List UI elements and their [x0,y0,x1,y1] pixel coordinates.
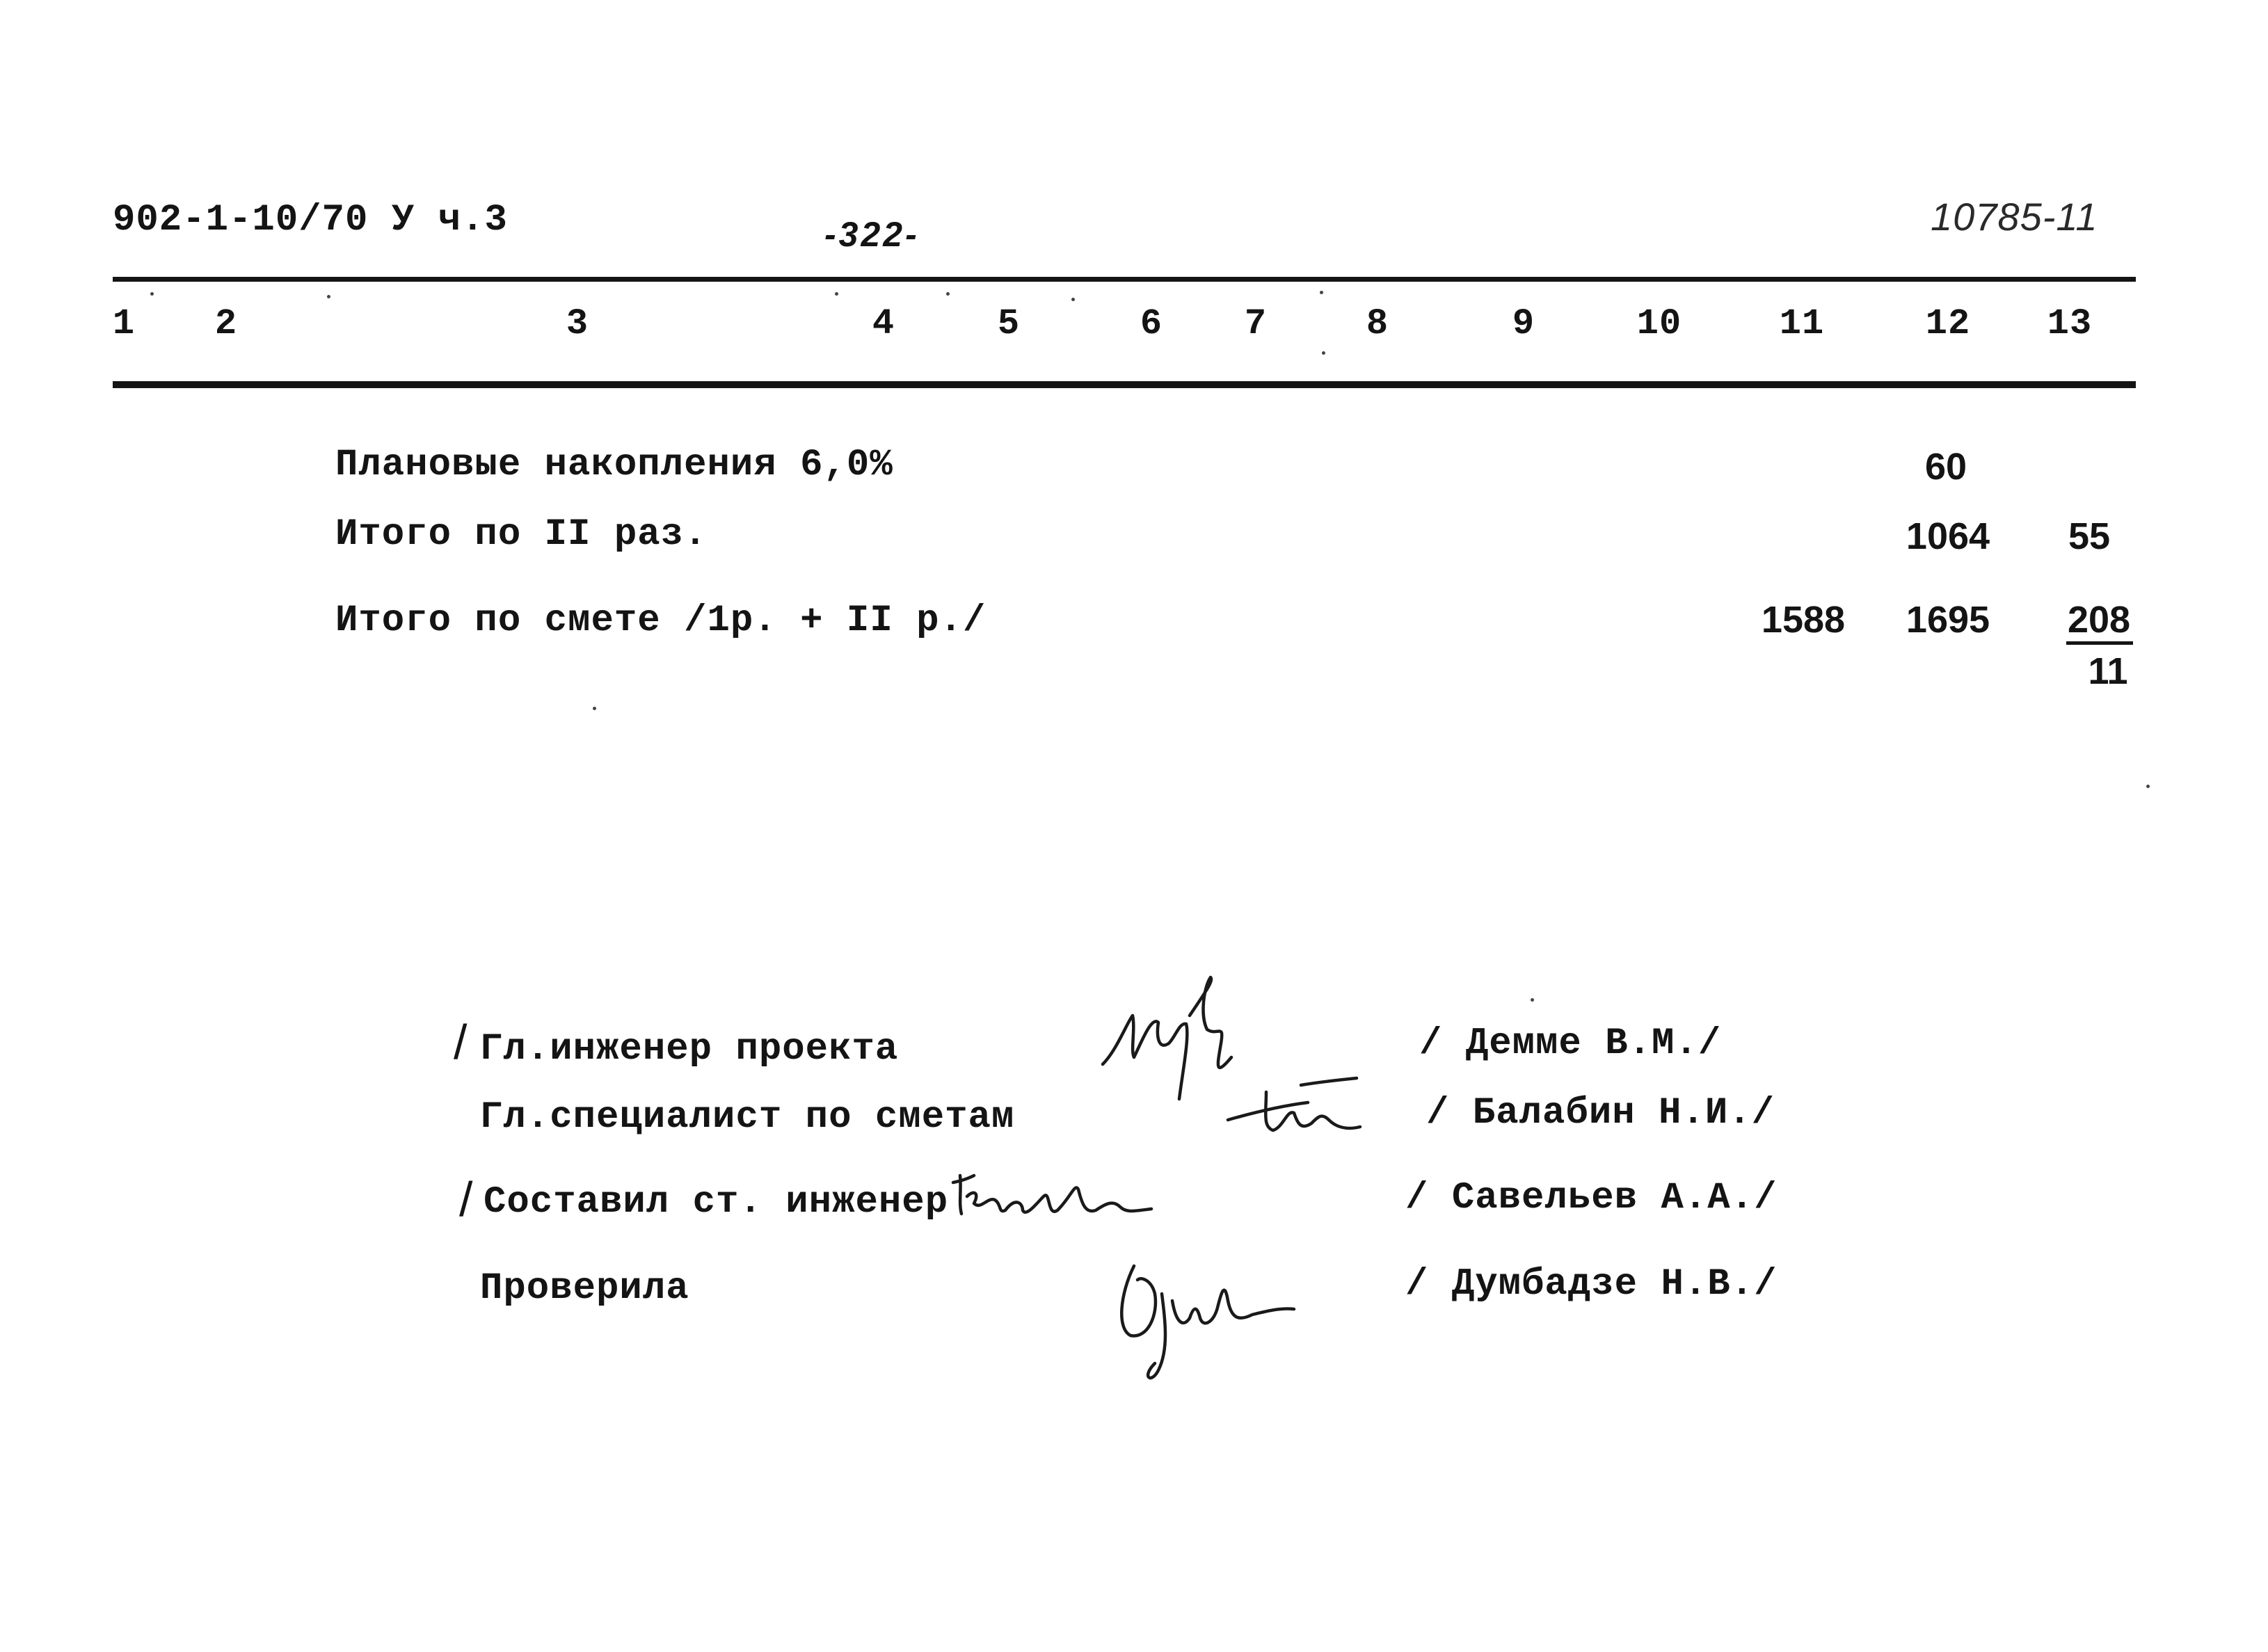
row3-col11-value: 1588 [1761,599,1846,641]
handwritten-signature-3 [946,1155,1183,1238]
row3-col12-value: 1695 [1906,599,1990,641]
row3-col13-denominator: 11 [2088,650,2128,692]
signature-name-balabin: / Балабин Н.И./ [1426,1092,1775,1134]
signature-role-checker: Проверила [480,1267,689,1310]
row2-col13-value: 55 [2068,515,2111,557]
document-code: 902-1-10/70 У ч.3 [113,199,508,241]
scan-speck [946,292,950,296]
scan-speck [327,295,330,298]
signature-name-text: Балабин Н.И./ [1472,1092,1775,1134]
column-number-5: 5 [997,303,1021,344]
signature-name-text: Савельев А.А./ [1451,1177,1778,1219]
column-number-2: 2 [214,303,238,344]
signature-role-chief-engineer: Гл.инженер проекта [480,1028,899,1070]
row3-col13-numerator: 208 [2067,599,2131,641]
column-number-8: 8 [1366,303,1389,344]
scan-speck [593,707,596,710]
scan-speck [150,292,154,296]
column-number-3: 3 [566,303,589,344]
margin-slash-mark: / [459,1172,473,1226]
signature-name-demme: / Демме В.М./ [1419,1023,1722,1065]
column-number-12: 12 [1925,303,1971,344]
column-number-11: 11 [1779,303,1825,344]
margin-slash-mark: / [454,1015,468,1069]
column-number-13: 13 [2047,303,2093,344]
signature-role-chief-estimator: Гл.специалист по сметам [480,1096,1015,1139]
signature-name-text: Думбадзе Н.В./ [1451,1263,1778,1306]
scan-speck [1071,298,1075,301]
signature-name-dumbadze: / Думбадзе Н.В./ [1405,1263,1778,1306]
scan-speck [1531,998,1534,1002]
signature-name-savelyev: / Савельев А.А./ [1405,1177,1778,1219]
table-bottom-rule [113,381,2136,388]
signature-role-compiler: Составил ст. инженер [484,1181,949,1224]
row-label-section-total: Итого по II раз. [335,513,708,556]
table-top-rule [113,277,2136,282]
column-number-9: 9 [1512,303,1535,344]
row1-col12-value: 60 [1924,446,1967,488]
row-label-planned-savings: Плановые накопления 6,0% [335,444,893,486]
handwritten-signature-2 [1224,1071,1364,1148]
column-number-6: 6 [1140,303,1163,344]
row-label-estimate-total: Итого по смете /1р. + II р./ [335,600,987,642]
column-number-7: 7 [1244,303,1268,344]
fraction-bar [2066,641,2133,645]
scan-speck [1320,291,1323,294]
document-number: 10785-11 [1931,195,2098,239]
column-number-4: 4 [872,303,895,344]
scan-speck [2146,785,2150,788]
column-number-1: 1 [112,303,136,344]
handwritten-signature-4 [1106,1252,1301,1391]
row2-col12-value: 1064 [1906,515,1990,557]
scan-speck [1322,351,1325,355]
signature-name-text: Демме В.М./ [1465,1023,1722,1065]
column-number-10: 10 [1636,303,1682,344]
scan-speck [835,292,838,296]
page-number: -322- [824,215,920,254]
